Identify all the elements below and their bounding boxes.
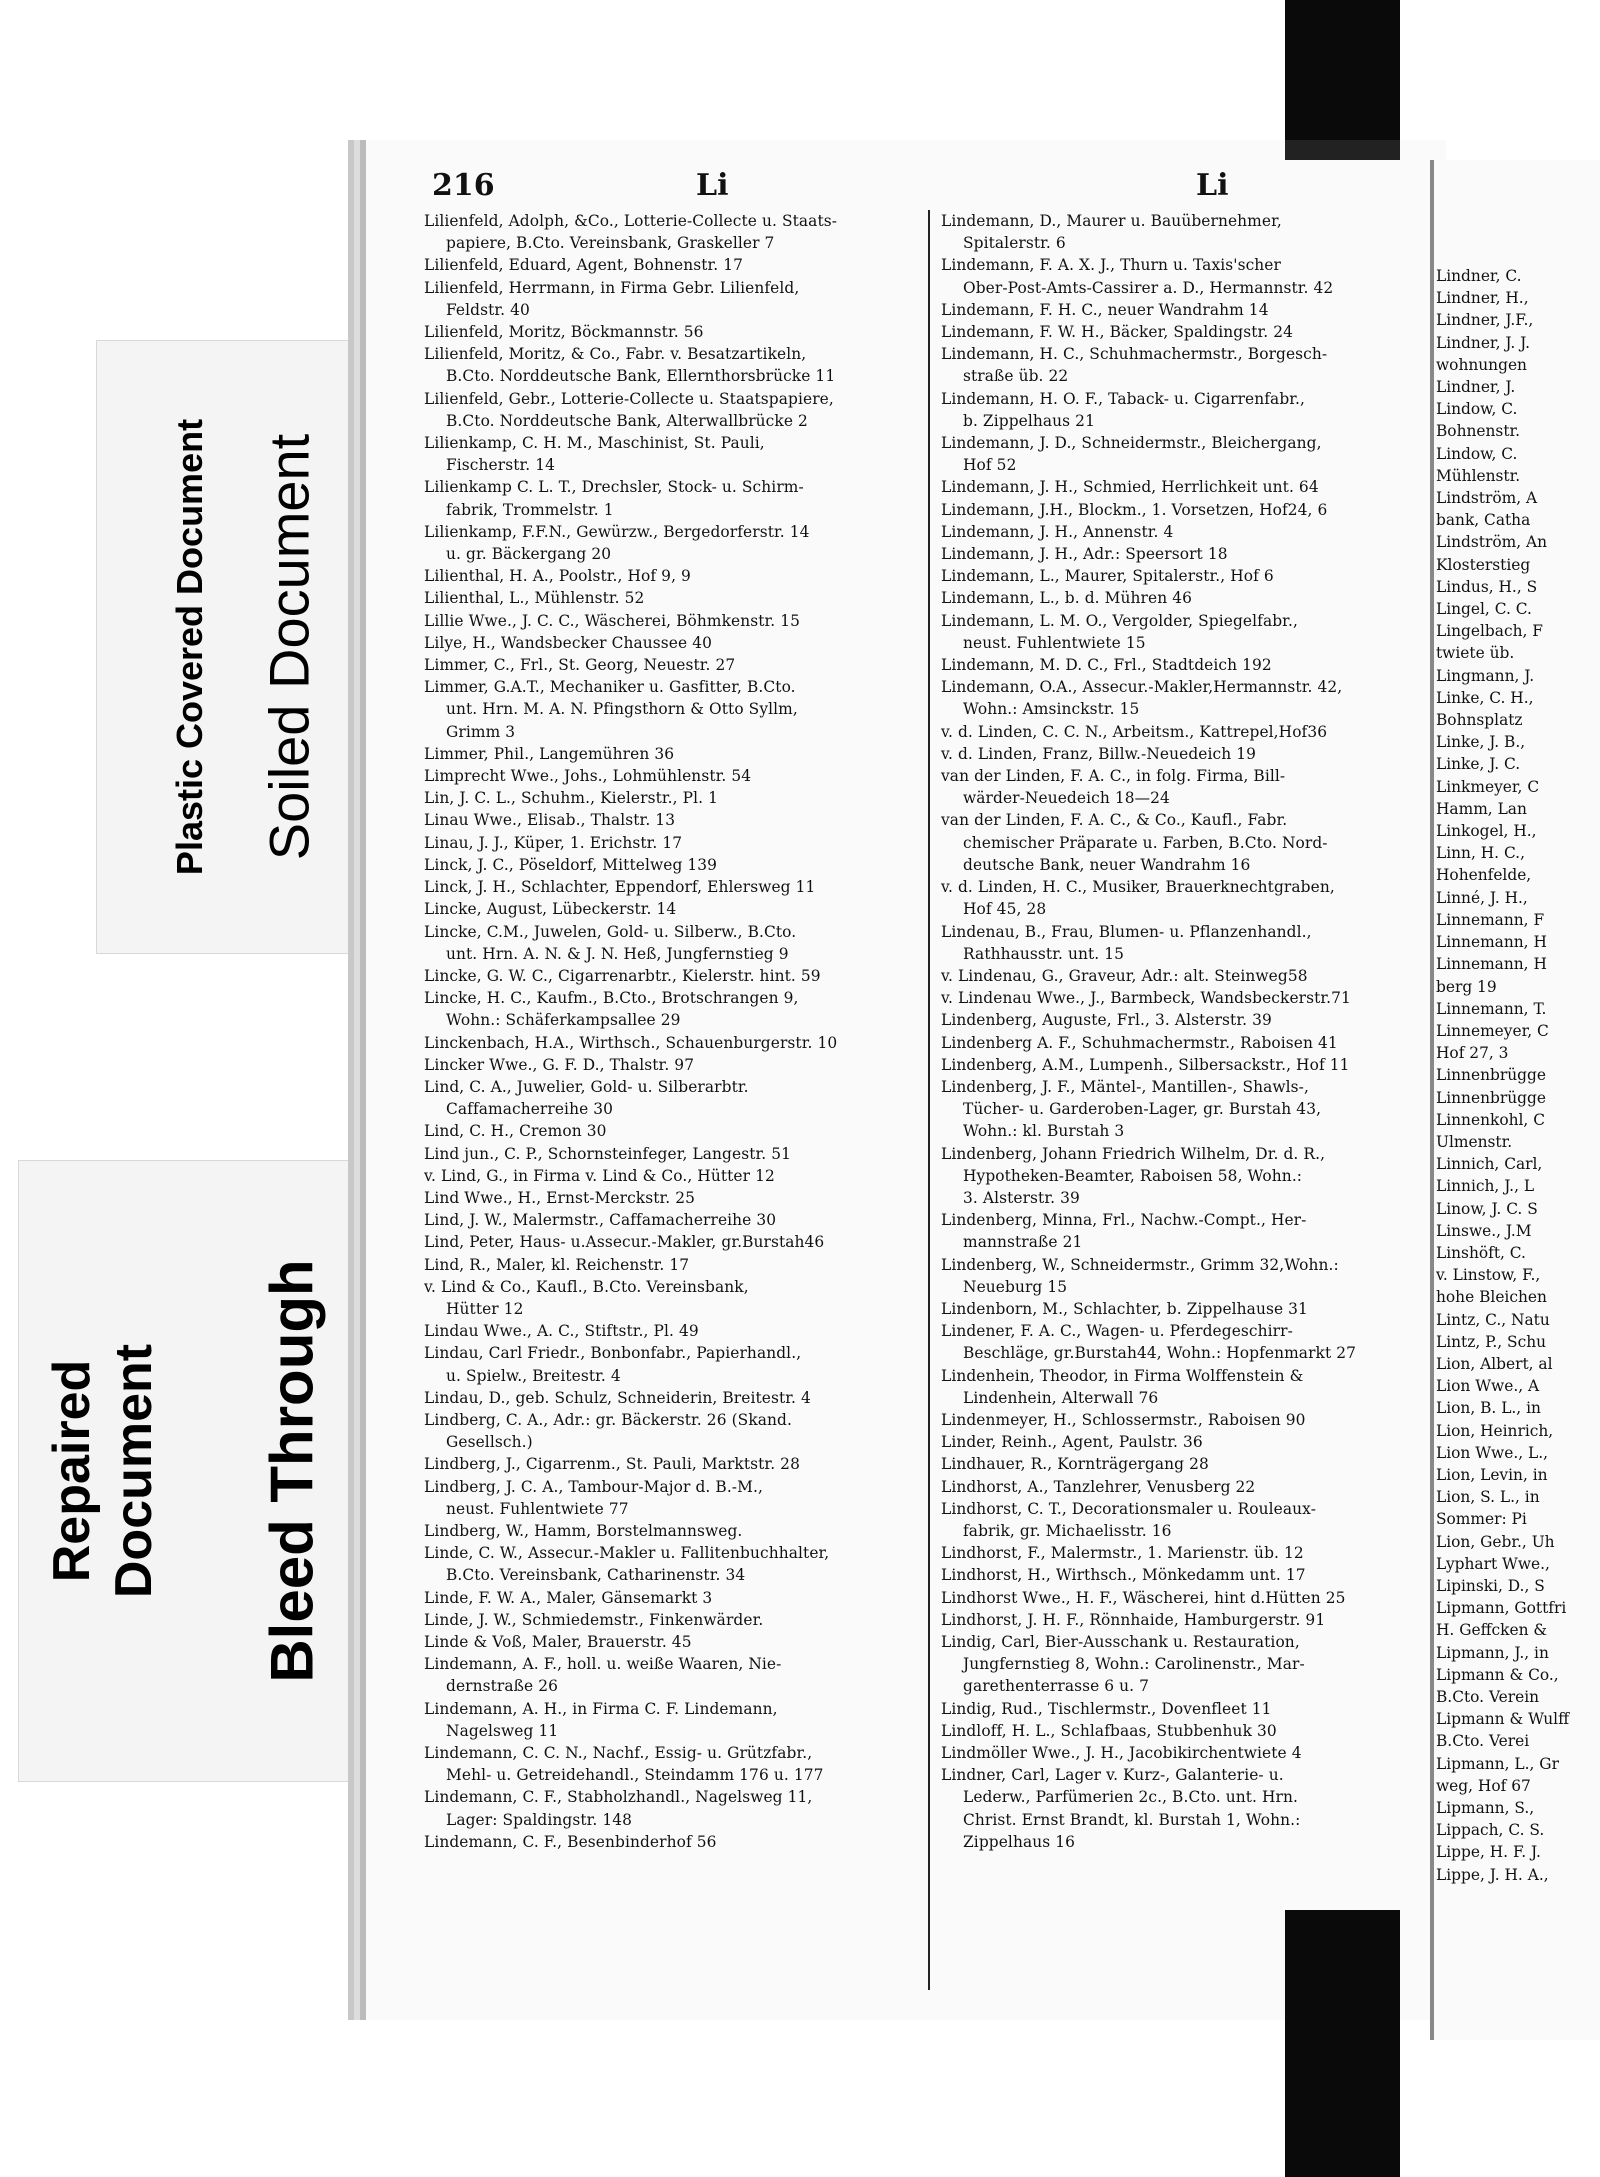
directory-entry: Lindemann, M. D. C., Frl., Stadtdeich 192	[941, 656, 1272, 675]
directory-entry: Lindemann, F. W. H., Bäcker, Spaldingstr. 24	[941, 323, 1294, 342]
directory-entry: Linck, J. C., Pöseldorf, Mittelweg 139	[424, 855, 718, 874]
entry-continuation: u. gr. Bäckergang 20	[446, 545, 612, 564]
directory-entry: Lilienfeld, Eduard, Agent, Bohnenstr. 17	[424, 256, 744, 275]
directory-entry: Lindemann, J.H., Blockm., 1. Vorsetzen, Hof24, 6	[941, 500, 1328, 519]
entry-continuation: B.Cto. Norddeutsche Bank, Ellernthorsbrücke 11	[446, 367, 836, 386]
entry-continuation: Wohn.: Amsinckstr. 15	[963, 700, 1140, 719]
left-page	[360, 140, 1446, 2020]
directory-entry: v. Lind & Co., Kaufl., B.Cto. Vereinsbank,	[424, 1277, 749, 1296]
entry-continuation: Grimm 3	[446, 722, 516, 741]
directory-entry: v. d. Linden, H. C., Musiker, Brauerknechtgraben,	[941, 878, 1335, 897]
book-scan	[330, 140, 1600, 2040]
entry-continuation: fabrik, gr. Michaelisstr. 16	[963, 1521, 1172, 1540]
directory-entry: Lion, Heinrich,	[1436, 1421, 1554, 1440]
directory-entry: Lindemann, H. O. F., Taback- u. Cigarrenfabr.,	[941, 389, 1306, 408]
page-number: 216	[432, 168, 495, 203]
directory-entry: Limprecht Wwe., Johs., Lohmühlenstr. 54	[424, 767, 752, 786]
directory-entry: Lind, C. H., Cremon 30	[424, 1122, 607, 1141]
directory-entry: Lindenberg A. F., Schuhmachermstr., Raboisen 41	[941, 1033, 1338, 1052]
directory-entry: Lindemann, J. H., Schmied, Herrlichkeit unt. 64	[941, 478, 1319, 497]
directory-entry: Lindau Wwe., A. C., Stiftstr., Pl. 49	[424, 1322, 699, 1341]
entry-continuation: neust. Fuhlentwiete 15	[963, 633, 1146, 652]
directory-entry: Linke, C. H.,	[1436, 688, 1534, 707]
directory-entry: Lingel, C. C.	[1436, 600, 1532, 619]
directory-entry: Lindemann, J. D., Schneidermstr., Bleichergang,	[941, 434, 1322, 453]
directory-entry: Linnenbrügge	[1436, 1066, 1546, 1085]
document-labels-card-2	[18, 1160, 370, 1782]
directory-entry: Lindenau, B., Frau, Blumen- u. Pflanzenhandl.,	[941, 922, 1312, 941]
entry-continuation: Bohnenstr.	[1436, 422, 1521, 441]
directory-entry: Lindenberg, Auguste, Frl., 3. Alsterstr. 39	[941, 1011, 1272, 1030]
entry-continuation: garethenterrasse 6 u. 7	[963, 1677, 1150, 1696]
entry-continuation: Hof 27, 3	[1436, 1044, 1509, 1063]
directory-entry: Linnemann, F	[1436, 910, 1545, 929]
directory-entry: Limmer, Phil., Langemühren 36	[424, 744, 675, 763]
directory-entry: Lyphart Wwe.,	[1436, 1554, 1550, 1573]
directory-entry: Lindhorst Wwe., H. F., Wäscherei, hint d.Hütten 25	[941, 1588, 1346, 1607]
entry-continuation: unt. Hrn. A. N. & J. N. Heß, Jungfernstieg 9	[446, 944, 789, 963]
entry-continuation: deutsche Bank, neuer Wandrahm 16	[963, 855, 1251, 874]
entry-continuation: Mühlenstr.	[1436, 466, 1521, 485]
directory-entry: Linnich, Carl,	[1436, 1155, 1543, 1174]
directory-entry: v. d. Linden, C. C. N., Arbeitsm., Kattrepel,Hof36	[941, 722, 1328, 741]
entry-continuation: Christ. Ernst Brandt, kl. Burstah 1, Wohn.:	[963, 1810, 1301, 1829]
entry-continuation: Feldstr. 40	[446, 300, 530, 319]
directory-entry: Lind Wwe., H., Ernst-Merckstr. 25	[424, 1188, 696, 1207]
directory-entry: Lion Wwe., A	[1436, 1377, 1540, 1396]
directory-entry: Lion, B. L., in	[1436, 1399, 1541, 1418]
directory-entry: Lincker Wwe., G. F. D., Thalstr. 97	[424, 1055, 695, 1074]
directory-entry: Lindberg, W., Hamm, Borstelmannsweg.	[424, 1521, 743, 1540]
directory-entry: Linnemann, H	[1436, 955, 1547, 974]
entry-continuation: u. Spielw., Breitestr. 4	[446, 1366, 621, 1385]
entry-continuation: b. Zippelhaus 21	[963, 411, 1095, 430]
entry-continuation: dernstraße 26	[446, 1677, 559, 1696]
entry-continuation: bank, Catha	[1436, 511, 1531, 530]
directory-entry: Lillie Wwe., J. C. C., Wäscherei, Böhmkenstr. 15	[424, 611, 801, 630]
directory-entry: Lind, C. A., Juwelier, Gold- u. Silberarbtr.	[424, 1077, 749, 1096]
directory-entry: Lippach, C. S.	[1436, 1821, 1545, 1840]
directory-entry: Lindow, C.	[1436, 400, 1518, 419]
directory-entry: Lilienfeld, Moritz, Böckmannstr. 56	[424, 323, 704, 342]
directory-entry: Lindemann, C. F., Besenbinderhof 56	[424, 1832, 717, 1851]
directory-entry: Linder, Reinh., Agent, Paulstr. 36	[941, 1433, 1203, 1452]
directory-entry: Lindhorst, J. H. F., Rönnhaide, Hamburgerstr. 91	[941, 1610, 1326, 1629]
bleed-through-label: Bleed Through	[258, 1259, 326, 1683]
directory-entry: Lincke, C.M., Juwelen, Gold- u. Silberw., B.Cto.	[424, 922, 797, 941]
directory-entry: Lipmann & Co.,	[1436, 1665, 1559, 1684]
directory-entry: Lindemann, L. M. O., Vergolder, Spiegelfabr.,	[941, 611, 1298, 630]
directory-entry: Lipmann & Wulff	[1436, 1710, 1570, 1729]
directory-entry: Lindström, A	[1436, 489, 1538, 508]
entry-continuation: Bohnsplatz	[1436, 711, 1523, 730]
entry-continuation: wohnungen	[1436, 355, 1527, 374]
entry-continuation: wärder-Neuedeich 18—24	[963, 789, 1170, 808]
entry-continuation: Fischerstr. 14	[446, 456, 556, 475]
directory-entry: Lindenmeyer, H., Schlossermstr., Raboisen 90	[941, 1410, 1306, 1429]
repaired-label: Repaired Document	[43, 1343, 163, 1599]
directory-entry: Lincke, H. C., Kaufm., B.Cto., Brotschrangen 9,	[424, 989, 799, 1008]
directory-entry: Lindhauer, R., Kornträgergang 28	[941, 1455, 1209, 1474]
directory-entry: Lincke, August, Lübeckerstr. 14	[424, 900, 677, 919]
directory-entry: Lindner, J.	[1436, 378, 1516, 397]
directory-entry: Lin, J. C. L., Schuhm., Kielerstr., Pl. 1	[424, 789, 718, 808]
entry-continuation: hohe Bleichen	[1436, 1288, 1547, 1307]
right-column	[1436, 265, 1600, 1886]
directory-entry: van der Linden, F. A. C., & Co., Kaufl., Fabr.	[941, 811, 1288, 830]
directory-entry: Lion, Levin, in	[1436, 1465, 1548, 1484]
entry-continuation: neust. Fuhlentwiete 77	[446, 1499, 629, 1518]
directory-entry: Lindemann, F. A. X. J., Thurn u. Taxis'scher	[941, 256, 1281, 275]
directory-entry: Lippe, J. H. A.,	[1436, 1865, 1549, 1884]
directory-entry: Lipmann, Gottfri	[1436, 1599, 1567, 1618]
directory-entry: Lindhorst, F., Malermstr., 1. Marienstr. üb. 12	[941, 1544, 1304, 1563]
directory-entry: van der Linden, F. A. C., in folg. Firma, Bill-	[941, 767, 1286, 786]
directory-entry: Lindemann, L., Maurer, Spitalerstr., Hof 6	[941, 567, 1274, 586]
entry-continuation: Hohenfelde,	[1436, 866, 1532, 885]
entry-continuation: mannstraße 21	[963, 1233, 1083, 1252]
directory-entry: Lindner, J. J.	[1436, 333, 1531, 352]
entry-continuation: Hof 45, 28	[963, 900, 1047, 919]
entry-continuation: Mehl- u. Getreidehandl., Steindamm 176 u. 177	[446, 1766, 824, 1785]
entry-continuation: 3. Alsterstr. 39	[963, 1188, 1080, 1207]
directory-entry: Lion, Gebr., Uh	[1436, 1532, 1555, 1551]
directory-entry: Lincke, G. W. C., Cigarrenarbtr., Kielerstr. hint. 59	[424, 966, 821, 985]
directory-entry: v. d. Linden, Franz, Billw.-Neuedeich 19	[941, 744, 1257, 763]
directory-entry: Lilienkamp C. L. T., Drechsler, Stock- u. Schirm-	[424, 478, 804, 497]
entry-continuation: Caffamacherreihe 30	[446, 1100, 614, 1119]
entry-continuation: Nagelsweg 11	[446, 1721, 559, 1740]
directory-entry: Lindemann, J. H., Annenstr. 4	[941, 522, 1174, 541]
directory-entry: Lindner, H.,	[1436, 289, 1529, 308]
directory-entry: v. Lindenau Wwe., J., Barmbeck, Wandsbeckerstr.71	[941, 989, 1351, 1008]
directory-entry: Lintz, C., Natu	[1436, 1310, 1550, 1329]
entry-continuation: Spitalerstr. 6	[963, 234, 1066, 253]
directory-entry: Limmer, C., Frl., St. Georg, Neuestr. 27	[424, 656, 736, 675]
left-heading: Li	[696, 168, 729, 203]
entry-continuation: Hof 52	[963, 456, 1017, 475]
directory-entry: Lindemann, A. H., in Firma C. F. Lindemann,	[424, 1699, 778, 1718]
entry-continuation: Hypotheken-Beamter, Raboisen 58, Wohn.:	[963, 1166, 1303, 1185]
directory-entry: Linswe., J.M	[1436, 1221, 1532, 1240]
directory-entry: Lindemann, C. C. N., Nachf., Essig- u. Grützfabr.,	[424, 1744, 813, 1763]
directory-entry: Linau, J. J., Küper, 1. Erichstr. 17	[424, 833, 683, 852]
directory-entry: Lindenhein, Theodor, in Firma Wolffenstein &	[941, 1366, 1304, 1385]
column-divider	[928, 210, 930, 1990]
directory-entry: Lindenberg, J. F., Mäntel-, Mantillen-, Shawls-,	[941, 1077, 1309, 1096]
directory-entry: Linkogel, H.,	[1436, 822, 1537, 841]
entry-continuation: Wohn.: kl. Burstah 3	[963, 1122, 1125, 1141]
right-heading: Li	[1196, 168, 1229, 203]
directory-entry: Lipmann, J., in	[1436, 1643, 1549, 1662]
directory-entry: Lindemann, A. F., holl. u. weiße Waaren, Nie-	[424, 1655, 782, 1674]
directory-entry: Lipmann, S.,	[1436, 1799, 1535, 1818]
directory-entry: Linn, H. C.,	[1436, 844, 1525, 863]
entry-continuation: Zippelhaus 16	[963, 1832, 1076, 1851]
directory-entry: Lilienthal, L., Mühlenstr. 52	[424, 589, 645, 608]
entry-continuation: berg 19	[1436, 977, 1497, 996]
entry-continuation: twiete üb.	[1436, 644, 1515, 663]
directory-entry: Lindemann, L., b. d. Mühren 46	[941, 589, 1193, 608]
directory-entry: Lindenberg, Johann Friedrich Wilhelm, Dr. d. R.,	[941, 1144, 1326, 1163]
directory-entry: Lilienfeld, Gebr., Lotterie-Collecte u. Staatspapiere,	[424, 389, 834, 408]
soiled-label: Soiled Document	[257, 433, 321, 861]
binding-strip	[1285, 1910, 1400, 2177]
directory-entry: Lindau, D., geb. Schulz, Schneiderin, Breitestr. 4	[424, 1388, 811, 1407]
directory-entry: Lindner, Carl, Lager v. Kurz-, Galanterie- u.	[941, 1766, 1284, 1785]
entry-continuation: Wohn.: Schäferkampsallee 29	[446, 1011, 681, 1030]
plastic-covered-label: Plastic Covered Document	[169, 418, 211, 876]
directory-entry: Linnemeyer, C	[1436, 1021, 1549, 1040]
directory-entry: Linckenbach, H.A., Wirthsch., Schauenburgerstr. 10	[424, 1033, 838, 1052]
directory-entry: Lilienkamp, F.F.N., Gewürzw., Bergedorferstr. 14	[424, 522, 810, 541]
directory-entry: Linnemann, T.	[1436, 999, 1547, 1018]
directory-entry: Lindhorst, C. T., Decorationsmaler u. Rouleaux-	[941, 1499, 1316, 1518]
entry-continuation: B.Cto. Norddeutsche Bank, Alterwallbrücke 2	[446, 411, 808, 430]
entry-continuation: unt. Hrn. M. A. N. Pfingsthorn & Otto Syllm,	[446, 700, 798, 719]
directory-entry: Lindström, An	[1436, 533, 1548, 552]
directory-entry: Linck, J. H., Schlachter, Eppendorf, Ehlersweg 11	[424, 878, 816, 897]
entry-continuation: Jungfernstieg 8, Wohn.: Carolinenstr., Mar-	[963, 1655, 1305, 1674]
directory-entry: v. Lind, G., in Firma v. Lind & Co., Hütter 12	[424, 1166, 775, 1185]
directory-entry: Linau Wwe., Elisab., Thalstr. 13	[424, 811, 676, 830]
directory-entry: Lingmann, J.	[1436, 666, 1535, 685]
entry-continuation: Klosterstieg	[1436, 555, 1531, 574]
entry-continuation: Ulmenstr.	[1436, 1132, 1513, 1151]
directory-entry: Lindau, Carl Friedr., Bonbonfabr., Papierhandl.,	[424, 1344, 802, 1363]
directory-entry: Lippe, H. F. J.	[1436, 1843, 1541, 1862]
directory-entry: Lindemann, C. F., Stabholzhandl., Nagelsweg 11,	[424, 1788, 813, 1807]
directory-entry: Linke, J. B.,	[1436, 733, 1526, 752]
directory-entry: Lindenberg, W., Schneidermstr., Grimm 32,Wohn.:	[941, 1255, 1339, 1274]
document-labels-card	[96, 340, 364, 954]
entry-continuation: Sommer: Pi	[1436, 1510, 1527, 1529]
directory-entry: Linde, F. W. A., Maler, Gänsemarkt 3	[424, 1588, 713, 1607]
directory-entry: Lindhorst, H., Wirthsch., Mönkedamm unt. 17	[941, 1566, 1306, 1585]
entry-continuation: Neueburg 15	[963, 1277, 1068, 1296]
entry-continuation: Hütter 12	[446, 1299, 524, 1318]
directory-entry: Lind, R., Maler, kl. Reichenstr. 17	[424, 1255, 690, 1274]
directory-entry: Linné, J. H.,	[1436, 888, 1528, 907]
entry-continuation: Ober-Post-Amts-Cassirer a. D., Hermannstr. 42	[963, 278, 1334, 297]
directory-entry: Linnenkohl, C	[1436, 1110, 1545, 1129]
left-column	[424, 210, 894, 1853]
entry-continuation: Beschläge, gr.Burstah44, Wohn.: Hopfenmarkt 27	[963, 1344, 1357, 1363]
directory-entry: Lipinski, D., S	[1436, 1576, 1545, 1595]
directory-entry: Lindberg, J., Cigarrenm., St. Pauli, Marktstr. 28	[424, 1455, 800, 1474]
entry-continuation: Lager: Spaldingstr. 148	[446, 1810, 633, 1829]
entry-continuation: weg, Hof 67	[1436, 1776, 1531, 1795]
directory-entry: Lindmöller Wwe., J. H., Jacobikirchentwiete 4	[941, 1744, 1302, 1763]
entry-continuation: fabrik, Trommelstr. 1	[446, 500, 614, 519]
directory-entry: Lilienkamp, C. H. M., Maschinist, St. Pauli,	[424, 434, 765, 453]
directory-entry: Lindemann, J. H., Adr.: Speersort 18	[941, 545, 1228, 564]
entry-continuation: chemischer Präparate u. Farben, B.Cto. Nord-	[963, 833, 1328, 852]
directory-entry: Lindenborn, M., Schlachter, b. Zippelhause 31	[941, 1299, 1308, 1318]
directory-entry: Linow, J. C. S	[1436, 1199, 1538, 1218]
entry-continuation: Gesellsch.)	[446, 1433, 533, 1452]
directory-entry: Linde, C. W., Assecur.-Makler u. Fallitenbuchhalter,	[424, 1544, 830, 1563]
right-page	[1430, 160, 1600, 2040]
directory-entry: Lion, Albert, al	[1436, 1354, 1553, 1373]
directory-entry: Linde & Voß, Maler, Brauerstr. 45	[424, 1633, 692, 1651]
directory-entry: Lilye, H., Wandsbecker Chaussee 40	[424, 633, 712, 652]
directory-entry: Linde, J. W., Schmiedemstr., Finkenwärder.	[424, 1610, 764, 1629]
directory-entry: Lindener, F. A. C., Wagen- u. Pferdegeschirr-	[941, 1322, 1293, 1341]
directory-entry: Linkmeyer, C	[1436, 777, 1540, 796]
directory-entry: Lingelbach, F	[1436, 622, 1543, 641]
entry-continuation: B.Cto. Verei	[1436, 1732, 1530, 1751]
binding-strip	[1285, 140, 1400, 160]
entry-continuation: Lederw., Parfümerien 2c., B.Cto. unt. Hrn.	[963, 1788, 1298, 1807]
directory-entry: Linnich, J., L	[1436, 1177, 1535, 1196]
directory-entry: Limmer, G.A.T., Mechaniker u. Gasfitter, B.Cto.	[424, 678, 796, 697]
entry-continuation: Lindenhein, Alterwall 76	[963, 1388, 1159, 1407]
directory-entry: Lipmann, L., Gr	[1436, 1754, 1559, 1773]
entry-continuation: straße üb. 22	[963, 367, 1069, 386]
directory-entry: Lindemann, O.A., Assecur.-Makler,Hermannstr. 42,	[941, 678, 1343, 697]
directory-entry: Linshöft, C.	[1436, 1243, 1526, 1262]
middle-column	[941, 210, 1411, 1853]
directory-entry: Lindemann, D., Maurer u. Bauübernehmer,	[941, 212, 1282, 230]
entry-continuation: papiere, B.Cto. Vereinsbank, Graskeller 7	[446, 234, 775, 253]
directory-entry: Lindenberg, A.M., Lumpenh., Silbersackstr., Hof 11	[941, 1055, 1350, 1074]
directory-entry: Lilienfeld, Herrmann, in Firma Gebr. Lilienfeld,	[424, 278, 800, 297]
entry-continuation: Tücher- u. Garderoben-Lager, gr. Burstah 43,	[963, 1100, 1322, 1119]
binding-strip	[1285, 0, 1400, 140]
directory-entry: Lindig, Carl, Bier-Ausschank u. Restauration,	[941, 1633, 1300, 1651]
directory-entry: Lindhorst, A., Tanzlehrer, Venusberg 22	[941, 1477, 1256, 1496]
entry-continuation: B.Cto. Vereinsbank, Catharinenstr. 34	[446, 1566, 746, 1585]
directory-entry: v. Lindenau, G., Graveur, Adr.: alt. Steinweg58	[941, 966, 1308, 985]
directory-entry: Lion, S. L., in	[1436, 1488, 1540, 1507]
directory-entry: Linnenbrügge	[1436, 1088, 1546, 1107]
directory-entry: Lindner, C.	[1436, 267, 1522, 285]
directory-entry: Lindloff, H. L., Schlafbaas, Stubbenhuk 30	[941, 1721, 1277, 1740]
directory-entry: Linke, J. C.	[1436, 755, 1521, 774]
entry-continuation: Rathhausstr. unt. 15	[963, 944, 1125, 963]
entry-continuation: B.Cto. Verein	[1436, 1688, 1540, 1706]
directory-entry: v. Linstow, F.,	[1436, 1266, 1541, 1285]
directory-entry: Lindberg, J. C. A., Tambour-Major d. B.-M.,	[424, 1477, 763, 1496]
directory-entry: Linnemann, H	[1436, 933, 1547, 952]
entry-continuation: Hamm, Lan	[1436, 799, 1527, 818]
directory-entry: Lindow, C.	[1436, 444, 1518, 463]
entry-continuation: H. Geffcken &	[1436, 1621, 1548, 1640]
directory-entry: Lindenberg, Minna, Frl., Nachw.-Compt., Her-	[941, 1211, 1307, 1230]
directory-entry: Lintz, P., Schu	[1436, 1332, 1547, 1351]
directory-entry: Lindemann, H. C., Schuhmachermstr., Borgesch-	[941, 345, 1328, 364]
directory-entry: Lilienthal, H. A., Poolstr., Hof 9, 9	[424, 567, 691, 586]
directory-entry: Lindberg, C. A., Adr.: gr. Bäckerstr. 26 (Skand.	[424, 1410, 792, 1429]
directory-entry: Lind jun., C. P., Schornsteinfeger, Langestr. 51	[424, 1144, 792, 1163]
directory-entry: Lind, J. W., Malermstr., Caffamacherreihe 30	[424, 1211, 777, 1230]
directory-entry: Lion Wwe., L.,	[1436, 1443, 1548, 1462]
directory-entry: Lindus, H., S	[1436, 577, 1538, 596]
directory-entry: Lind, Peter, Haus- u.Assecur.-Makler, gr.Burstah46	[424, 1233, 825, 1252]
directory-entry: Lindemann, F. H. C., neuer Wandrahm 14	[941, 300, 1269, 319]
directory-entry: Lindner, J.F.,	[1436, 311, 1534, 330]
directory-entry: Lilienfeld, Adolph, &Co., Lotterie-Collecte u. Staats-	[424, 212, 838, 230]
directory-entry: Lilienfeld, Moritz, & Co., Fabr. v. Besatzartikeln,	[424, 345, 807, 364]
directory-entry: Lindig, Rud., Tischlermstr., Dovenfleet 11	[941, 1699, 1272, 1718]
